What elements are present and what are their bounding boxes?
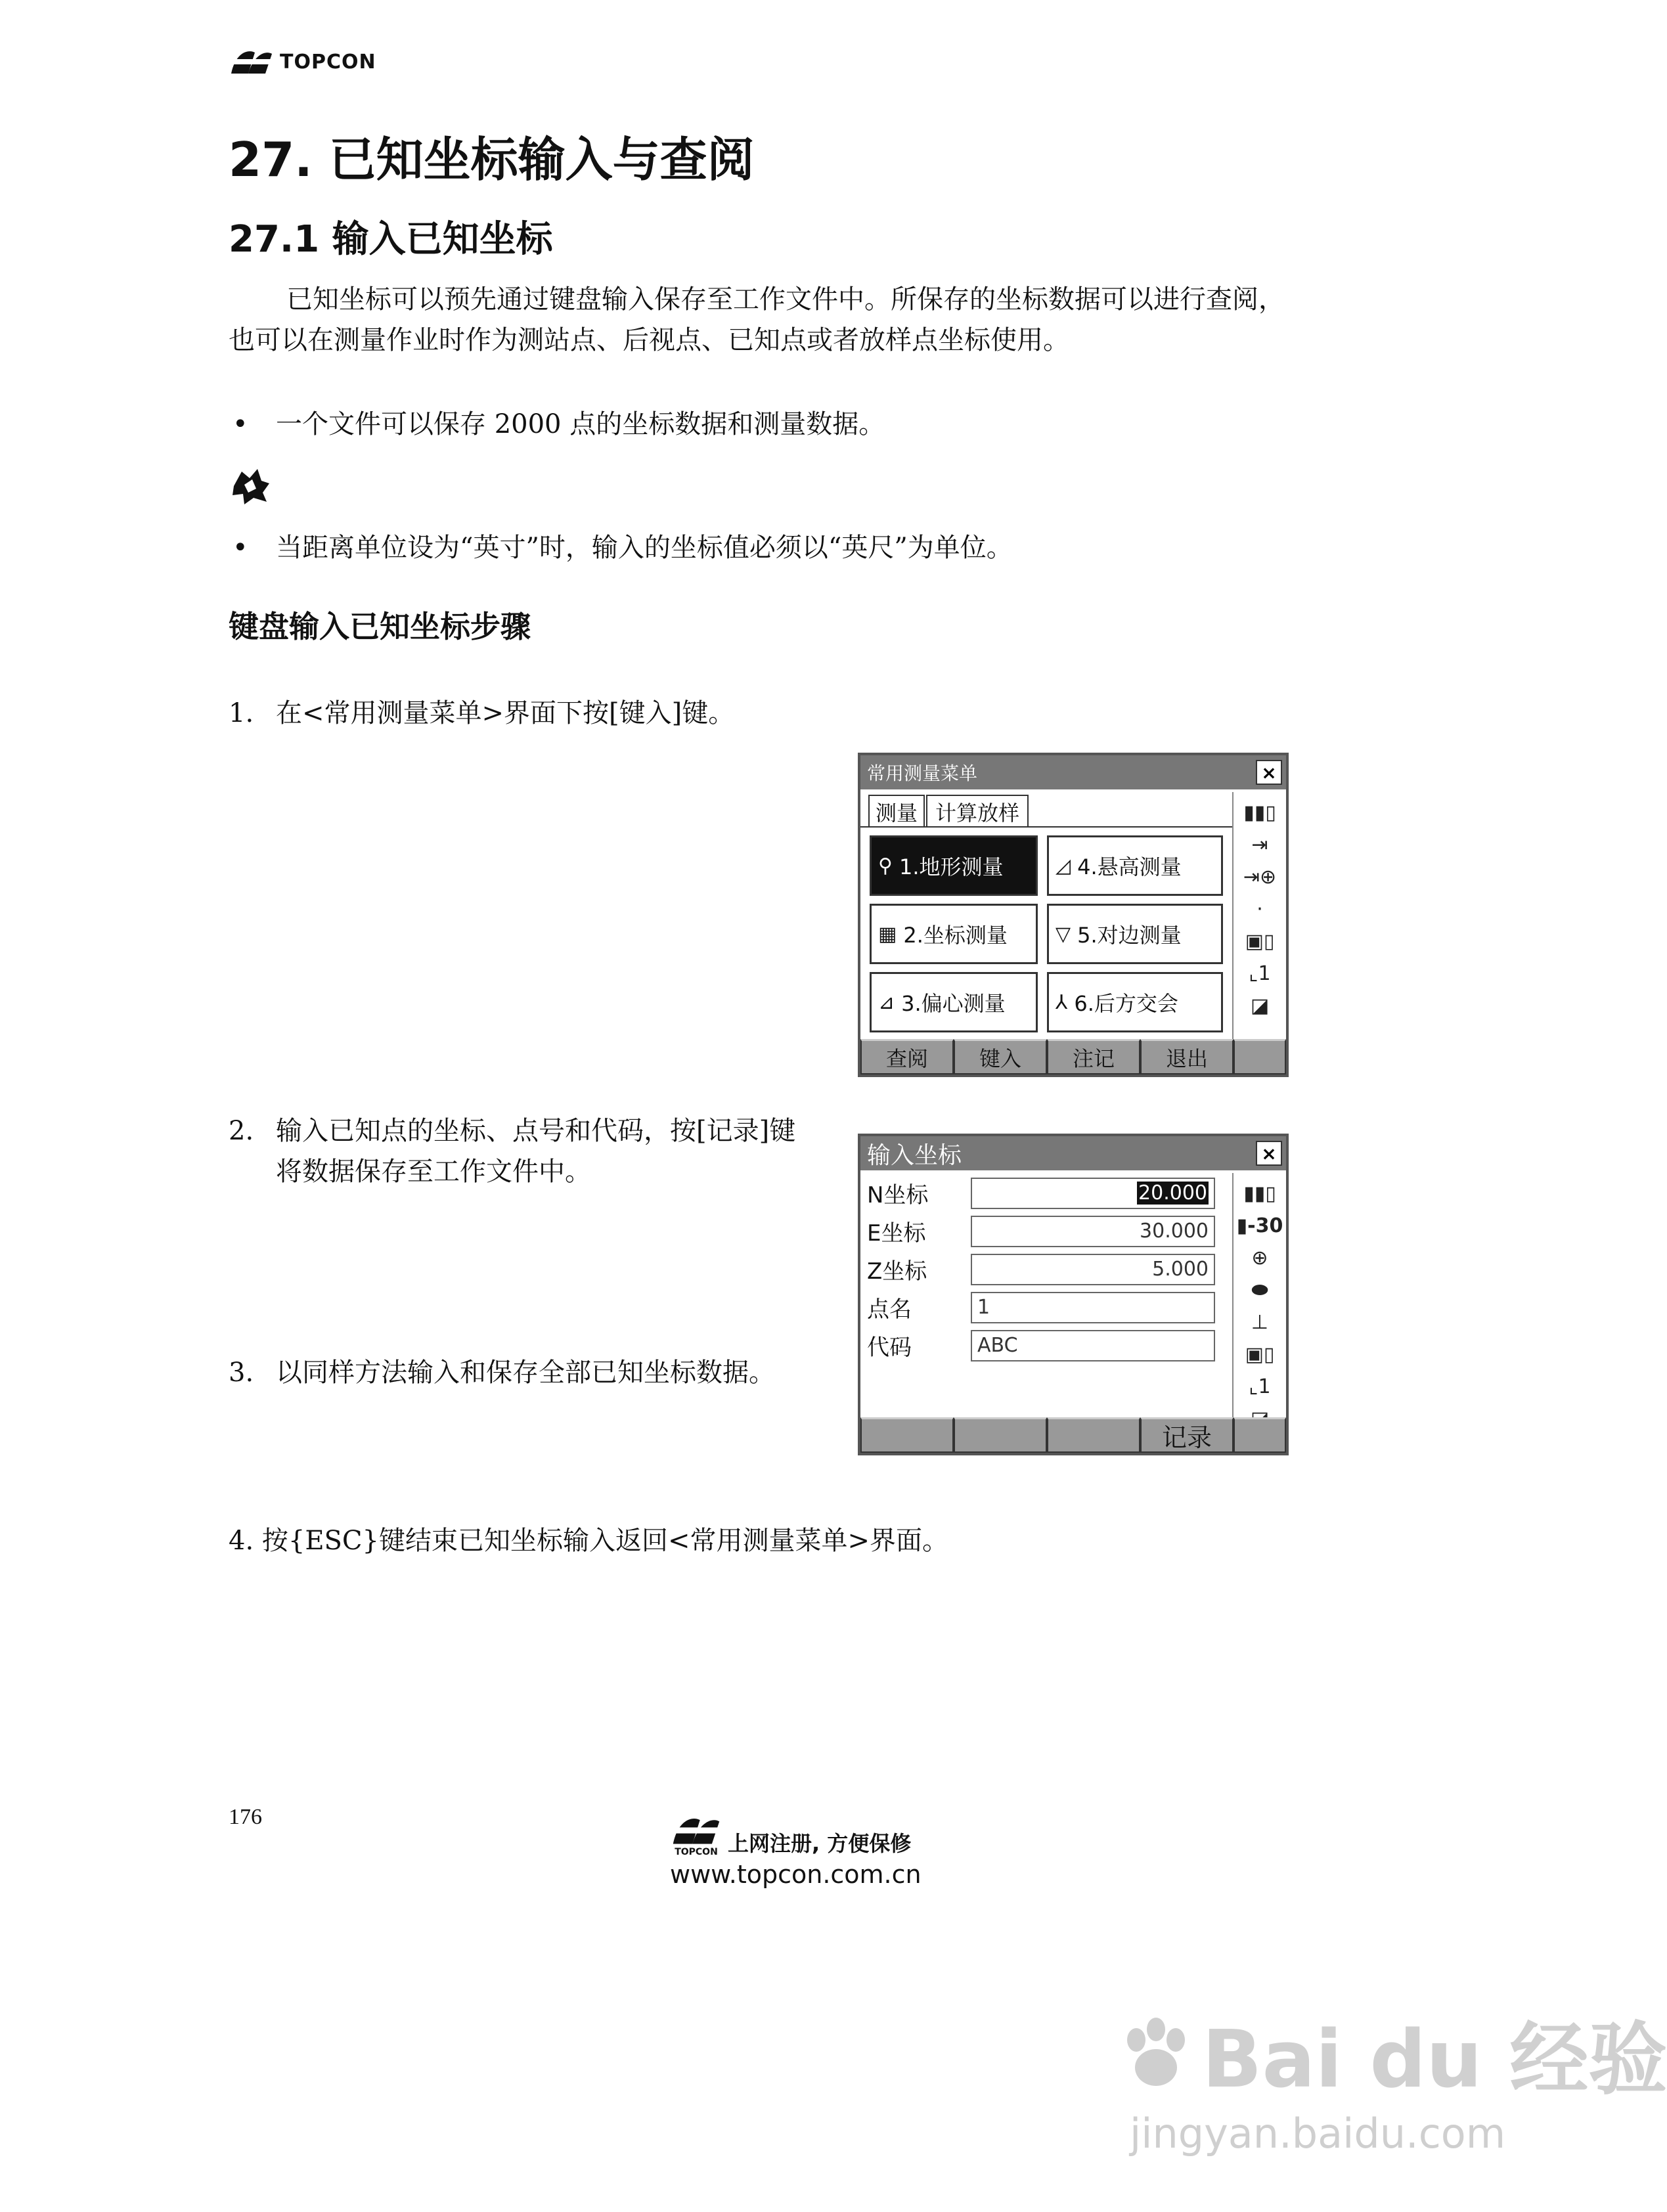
tab-calc-stakeout[interactable]: 计算放样 <box>926 795 1029 828</box>
intro-line-1: 已知坐标可以预先通过键盘输入保存至工作文件中。所保存的坐标数据可以进行查阅， <box>286 284 1285 315</box>
step-1-text: 在<常用测量菜单>界面下按[键入]键。 <box>276 698 735 728</box>
menu-tile-rem[interactable]: ◿ 4.悬高测量 <box>1047 835 1223 896</box>
mlm-icon: ▽ <box>1056 922 1071 946</box>
menu-tile-resection[interactable]: ⅄ 6.后方交会 <box>1047 972 1223 1032</box>
input-titlebar <box>860 1136 1286 1170</box>
input-title: 输入坐标 <box>867 1141 962 1169</box>
menu-tile-topo[interactable]: ⚲ 1.地形测量 <box>870 835 1038 896</box>
coord-grid-icon: ▦ <box>878 922 897 946</box>
bullet-1-text: 一个文件可以保存 2000 点的坐标数据和测量数据。 <box>276 409 885 439</box>
topo-icon: ⚲ <box>878 854 893 877</box>
procedure-heading: 键盘输入已知坐标步骤 <box>229 609 531 644</box>
tilt-value: -30 <box>1247 1214 1283 1237</box>
note-icon <box>230 466 272 508</box>
softkey-note[interactable]: 注记 <box>1047 1039 1140 1074</box>
step-4-text: 4. 按{ESC}键结束已知坐标输入返回<常用测量菜单>界面。 <box>229 1526 949 1556</box>
section-title: 27.1 输入已知坐标 <box>229 218 553 261</box>
level-icon: ⌞1 <box>1249 962 1271 985</box>
softkey-blank[interactable] <box>1234 1039 1286 1074</box>
input-coord-screen <box>858 1134 1289 1455</box>
code-input[interactable]: ABC <box>971 1330 1215 1361</box>
step-2-number: 2. <box>229 1116 254 1146</box>
page-title: 27. 已知坐标输入与查阅 <box>229 132 755 187</box>
softkey-exit[interactable]: 退出 <box>1140 1039 1234 1074</box>
field-label-point: 点名 <box>867 1296 912 1323</box>
prism-icon: ⬬ <box>1251 1279 1268 1302</box>
bullet-2-text: 当距离单位设为“英寸”时，输入的坐标值必须以“英尺”为单位。 <box>276 533 1013 563</box>
softkey-2[interactable] <box>954 1417 1047 1453</box>
device-icon: ▣▯ <box>1245 930 1275 953</box>
softkey-1[interactable] <box>860 1417 954 1453</box>
paw-icon <box>1117 2014 1195 2092</box>
step-3-text: 以同样方法输入和保存全部已知坐标数据。 <box>276 1358 775 1388</box>
step-1-number: 1. <box>229 698 254 728</box>
tab-divider <box>860 826 1232 828</box>
signal-icon: ⌞1 <box>1249 1375 1271 1398</box>
field-row-z <box>867 1253 1215 1285</box>
dot-icon: · <box>1256 898 1263 921</box>
menu-titlebar <box>860 755 1286 789</box>
menu-tile-offset[interactable]: ⊿ 3.偏心测量 <box>870 972 1038 1032</box>
header-brand-text: TOPCON <box>280 50 376 74</box>
step-2-line-2: 将数据保存至工作文件中。 <box>276 1157 591 1187</box>
crosshair-icon: ⊕ <box>1251 1247 1268 1270</box>
field-row-point <box>867 1291 1215 1323</box>
input-status-sidebar <box>1232 1173 1286 1421</box>
laser-icon: ⇥⊕ <box>1243 866 1277 889</box>
level-icon: ⊥ <box>1251 1311 1269 1334</box>
offset-icon: ⊿ <box>878 990 895 1014</box>
bullet-1-marker: • <box>233 409 248 439</box>
watermark-brand: Bai du 经验 <box>1202 2014 1667 2106</box>
footer-url[interactable]: www.topcon.com.cn <box>670 1860 922 1889</box>
page-number: 176 <box>229 1805 262 1829</box>
field-row-n <box>867 1177 1215 1209</box>
input-close-button[interactable]: × <box>1256 1141 1282 1166</box>
menu-status-sidebar <box>1232 792 1286 1042</box>
softkey-input[interactable]: 键入 <box>954 1039 1047 1074</box>
topcon-logo-icon <box>670 1814 722 1847</box>
footer-brand-text: TOPCON <box>675 1847 718 1857</box>
baidu-watermark <box>1117 1997 1667 2157</box>
step-2-line-1: 输入已知点的坐标、点号和代码，按[记录]键 <box>276 1116 796 1146</box>
point-name-input[interactable]: 1 <box>971 1292 1215 1323</box>
n-coordinate-input[interactable] <box>971 1178 1215 1209</box>
rem-icon: ◿ <box>1056 854 1071 877</box>
field-label-e: E坐标 <box>867 1220 926 1247</box>
field-label-n: N坐标 <box>867 1182 929 1208</box>
tilt-icon: ▮-30 <box>1236 1214 1283 1237</box>
softkey-record[interactable]: 记录 <box>1140 1417 1234 1453</box>
footer-tagline: 上网注册, 方便保修 <box>728 1831 912 1856</box>
softkey-3[interactable] <box>1047 1417 1140 1453</box>
menu-title: 常用测量菜单 <box>867 763 978 784</box>
field-label-code: 代码 <box>867 1335 912 1361</box>
step-3-number: 3. <box>229 1358 254 1388</box>
header-logo <box>229 46 376 77</box>
menu-softkeys <box>860 1039 1286 1074</box>
softkey-view[interactable]: 查阅 <box>860 1039 954 1074</box>
battery-icon: ▮▮▯ <box>1243 1182 1276 1205</box>
bullet-2-marker: • <box>233 533 248 563</box>
field-row-e <box>867 1215 1215 1247</box>
field-label-z: Z坐标 <box>867 1258 927 1285</box>
menu-tile-coord[interactable]: ▦ 2.坐标测量 <box>870 904 1038 964</box>
resection-icon: ⅄ <box>1056 990 1068 1014</box>
device-icon: ▣▯ <box>1245 1343 1275 1366</box>
menu-close-button[interactable]: × <box>1256 760 1282 785</box>
e-coordinate-input[interactable]: 30.000 <box>971 1216 1215 1247</box>
watermark-url: jingyan.baidu.com <box>1130 2110 1506 2157</box>
tab-measure[interactable]: 测量 <box>868 795 925 828</box>
menu-screen <box>858 753 1289 1077</box>
intro-line-2: 也可以在测量作业时作为测站点、后视点、已知点或者放样点坐标使用。 <box>229 325 1069 355</box>
menu-tile-mlm[interactable]: ▽ 5.对边测量 <box>1047 904 1223 964</box>
n-coordinate-value: 20.000 <box>1138 1182 1207 1205</box>
field-row-code <box>867 1329 1215 1361</box>
target-icon: ⇥ <box>1251 833 1268 856</box>
softkey-5[interactable] <box>1234 1417 1286 1453</box>
signal-icon: ◪ <box>1250 994 1270 1017</box>
footer-logo-block <box>670 1814 922 1889</box>
input-softkeys <box>860 1417 1286 1453</box>
z-coordinate-input[interactable]: 5.000 <box>971 1254 1215 1285</box>
topcon-logo-icon <box>229 47 275 76</box>
battery-icon: ▮▮▯ <box>1243 801 1276 824</box>
